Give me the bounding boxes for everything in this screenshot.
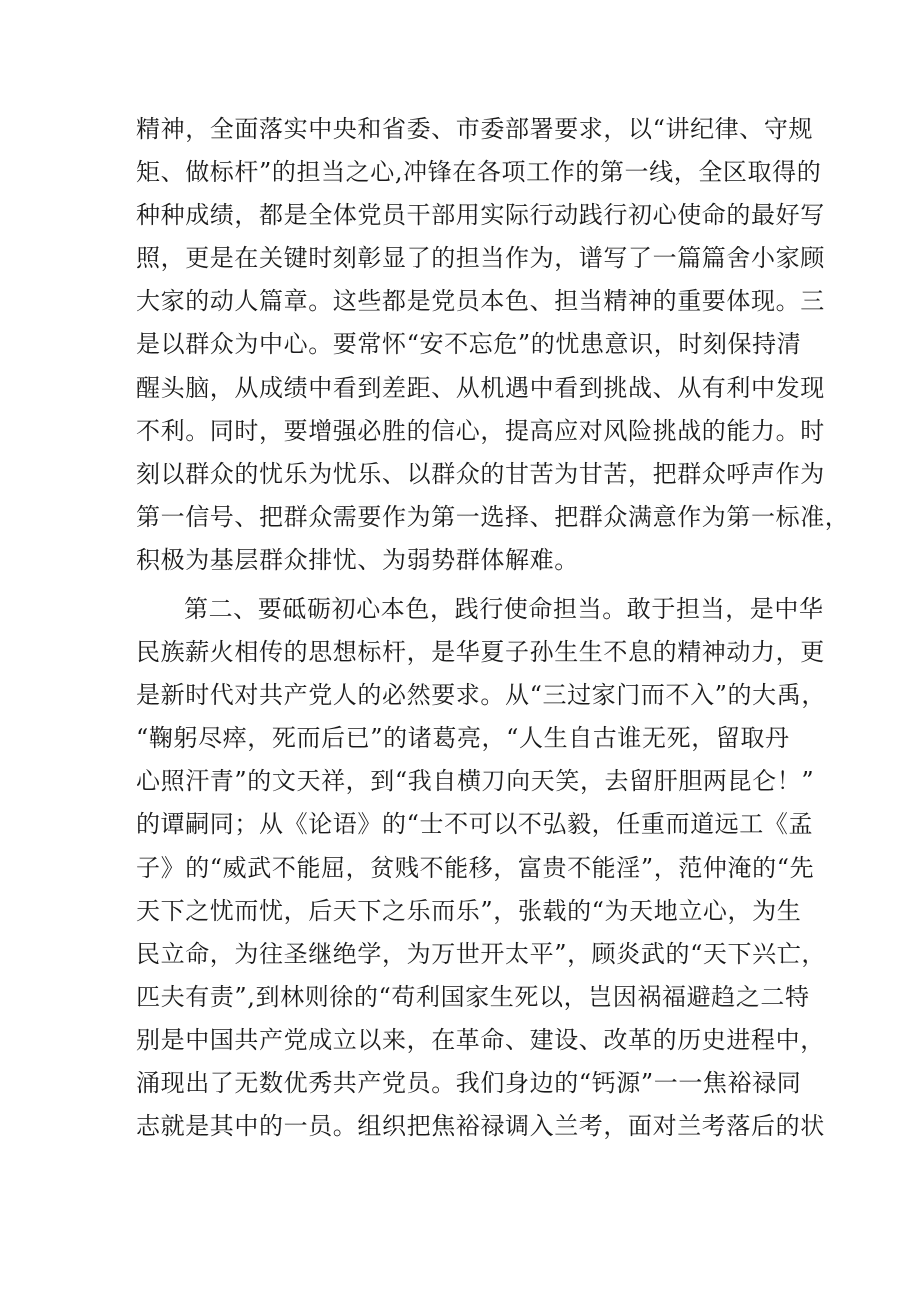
paragraph-1-line: 精神，全面落实中央和省委、市委部署要求，以“讲纪律、守规 [136,115,814,143]
paragraph-2-line: 民族薪火相传的思想标杆，是华夏子孙生生不息的精神动力，更 [136,638,825,667]
paragraph-2-line: “鞠躬尽瘁，死而后已”的诸葛亮，“人生自古谁无死，留取丹 [136,724,790,753]
paragraph-1-line: 是以群众为中心。要常怀“安不忘危”的忧患意识，时刻保持清 [136,330,802,359]
paragraph-2-line: 天下之忧而忧，后天下之乐而乐”，张载的“为天地立心，为生 [136,896,802,925]
paragraph-2-line: 是新时代对共产党人的必然要求。从“三过家门而不入”的大禹， [136,681,826,710]
paragraph-2-first-line: 第二、要砥砺初心本色，践行使命担当。敢于担当，是中华 [184,595,824,623]
paragraph-2-line: 民立命，为往圣继绝学，为万世开太平”，顾炎武的“天下兴亡， [136,939,826,968]
paragraph-2-line: 涌现出了无数优秀共产党员。我们身边的“钙源”一一焦裕禄同 [136,1069,802,1098]
paragraph-2-line: 匹夫有责”,到林则徐的“苟利国家生死以，岂因祸福避趋之二特 [136,982,810,1011]
paragraph-2-line: 志就是其中的一员。组织把焦裕禄调入兰考，面对兰考落后的状 [136,1112,825,1141]
paragraph-2-line: 子》的“威武不能屈，贫贱不能移，富贵不能淫”，范仲淹的“先 [136,853,815,882]
paragraph-1-line: 大家的动人篇章。这些都是党员本色、担当精神的重要体现。三 [136,287,825,316]
paragraph-1-line: 矩、做标杆”的担当之心,冲锋在各项工作的第一线，全区取得的 [136,158,822,187]
paragraph-1-line: 第一信号、把群众需要作为第一选择、把群众满意作为第一标准， [136,502,850,531]
paragraph-1-line: 照，更是在关键时刻彰显了的担当作为，谱写了一篇篇舍小家顾 [136,244,825,273]
paragraph-1-line: 积极为基层群众排忧、为弱势群体解难。 [136,545,579,574]
paragraph-1-line: 醒头脑，从成绩中看到差距、从机遇中看到挑战、从有利中发现 [136,373,825,402]
paragraph-2 [136,588,826,1148]
paragraph-2-line: 心照汗青”的文天祥，到“我自横刀向天笑，去留肝胆两昆仑！” [136,767,815,796]
paragraph-1-line: 种种成绩，都是全体党员干部用实际行动践行初心使命的最好写 [136,201,825,230]
paragraph-1-line: 刻以群众的忧乐为忧乐、以群众的甘苦为甘苦，把群众呼声作为 [136,459,825,488]
paragraph-2-line: 别是中国共产党成立以来，在革命、建设、改革的历史进程中， [136,1025,825,1054]
paragraph-2-line: 的谭嗣同；从《论语》的“士不可以不弘毅，任重而道远工《孟 [136,810,814,839]
paragraph-1 [136,108,850,582]
paragraph-1-line: 不利。同时，要增强必胜的信心，提高应对风险挑战的能力。时 [136,416,825,445]
